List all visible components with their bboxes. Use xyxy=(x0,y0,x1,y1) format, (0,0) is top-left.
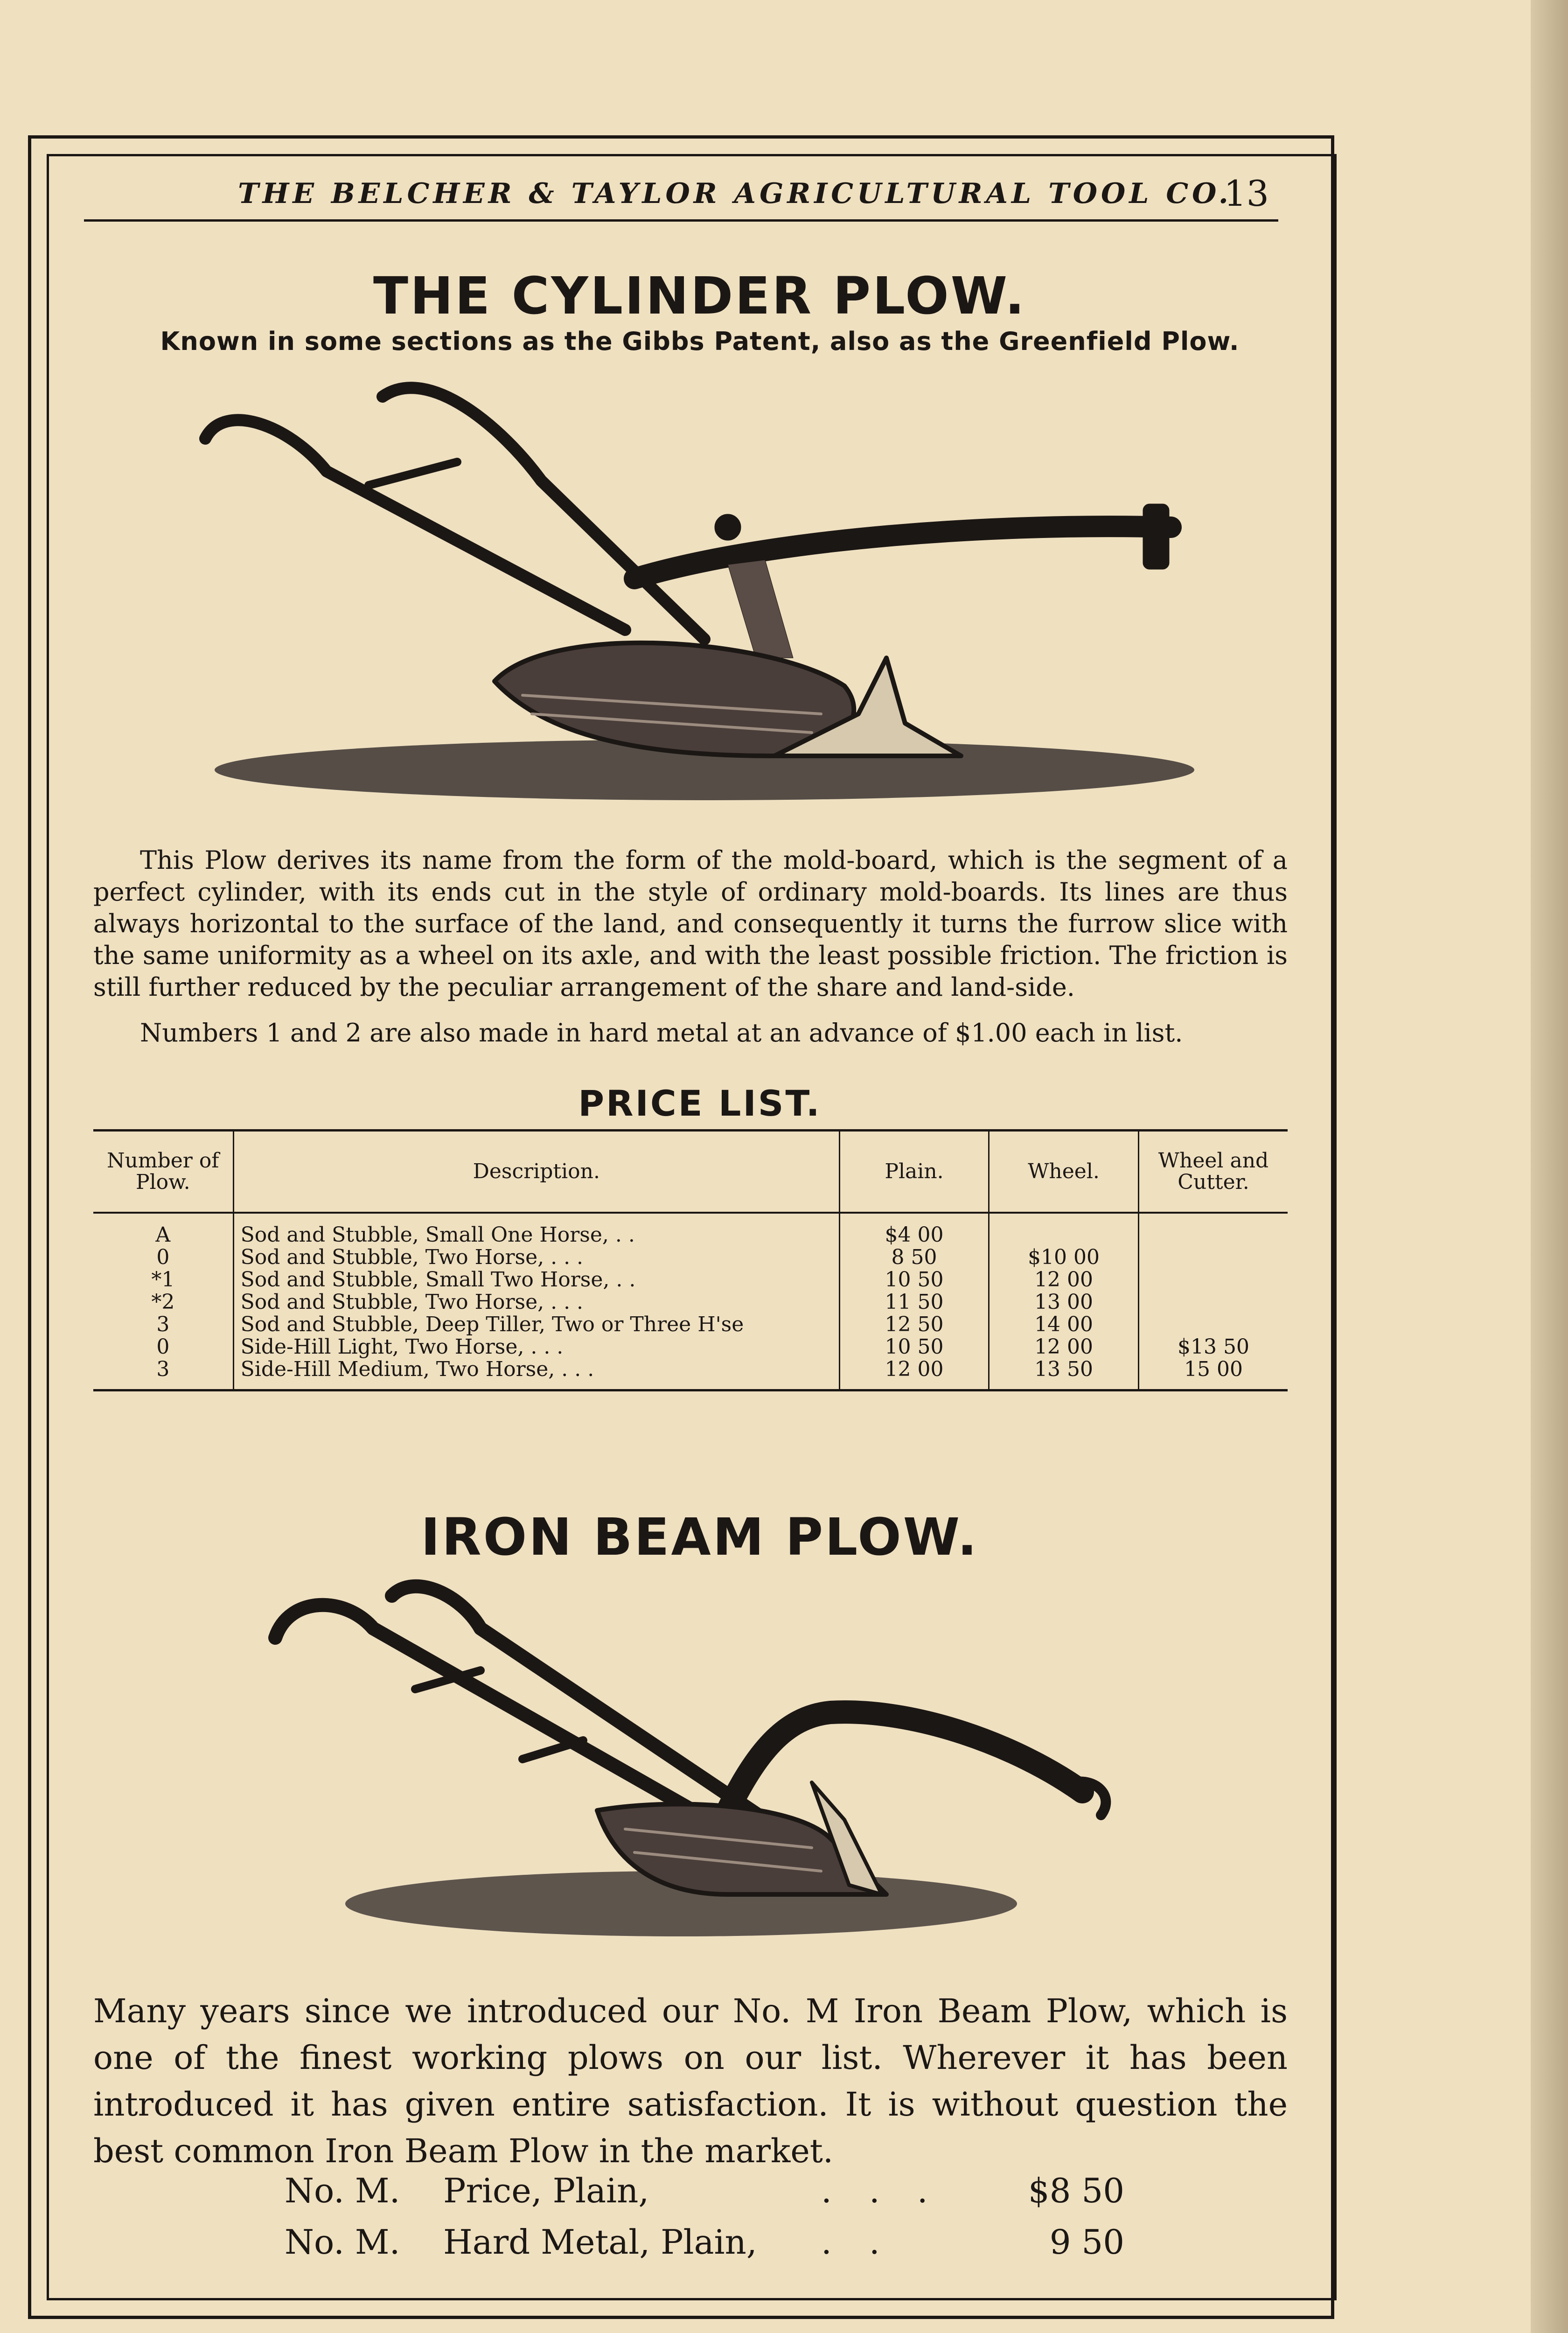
plow-description: Sod and Stubble, Small Two Horse, . . xyxy=(233,1269,839,1291)
plow-description: Side-Hill Light, Two Horse, . . . xyxy=(233,1336,839,1358)
plow-description: Sod and Stubble, Deep Tiller, Two or Three H'se xyxy=(233,1313,839,1336)
plow-description: Sod and Stubble, Small One Horse, . . xyxy=(233,1213,839,1246)
price-line-number: No. M. xyxy=(285,2222,400,2262)
wheel-price: 12 00 xyxy=(989,1336,1139,1358)
plow-number: 0 xyxy=(156,1335,170,1359)
cylinder-plow-title: THE CYLINDER PLOW. xyxy=(373,266,1026,326)
page-number: 13 xyxy=(1224,173,1269,214)
plow-number: 3 xyxy=(156,1357,170,1381)
cutter-price xyxy=(1139,1246,1288,1269)
table-row xyxy=(93,1269,1288,1291)
wheel-price xyxy=(989,1213,1139,1246)
iron-beam-plow-description: Many years since we introduced our No. M Iron Beam Plow, which is one of the finest working plows on our list. Wherever it has been introduced it has given entire satisfaction. It is without question the best common Iron Beam Plow in the market. xyxy=(93,1992,1288,2170)
plow-number: A xyxy=(155,1223,171,1247)
price-line xyxy=(285,2216,1124,2268)
plow-description: Sod and Stubble, Two Horse, . . . xyxy=(233,1291,839,1313)
cutter-price xyxy=(1139,1291,1288,1313)
iron-beam-prices xyxy=(285,2165,1124,2268)
plain-price: $4 00 xyxy=(839,1213,989,1246)
plow-number: *1 xyxy=(151,1268,175,1292)
table-header-row xyxy=(93,1131,1288,1213)
price-line-dots: ... xyxy=(821,2171,965,2210)
hard-metal-note: Numbers 1 and 2 are also made in hard metal at an advance of $1.00 each in list. xyxy=(140,1018,1183,1048)
cylinder-plow-illustration xyxy=(168,359,1194,826)
wheel-price: 12 00 xyxy=(989,1269,1139,1291)
header-number: Number of Plow. xyxy=(93,1131,233,1213)
wheel-price: 14 00 xyxy=(989,1313,1139,1336)
plain-price: 12 00 xyxy=(839,1358,989,1390)
header-description: Description. xyxy=(233,1131,839,1213)
cutter-price: 15 00 xyxy=(1139,1358,1288,1390)
price-line-number: No. M. xyxy=(285,2171,400,2210)
page-edge xyxy=(1531,0,1568,2333)
wheel-price: $10 00 xyxy=(989,1246,1139,1269)
header-wheel: Wheel. xyxy=(989,1131,1139,1213)
plow-number: *2 xyxy=(151,1290,175,1314)
header-wheel-and-cutter: Wheel and Cutter. xyxy=(1139,1131,1288,1213)
cutter-price xyxy=(1139,1269,1288,1291)
price-line-dots: .. xyxy=(821,2222,917,2262)
price-line xyxy=(285,2165,1124,2216)
iron-beam-plow-title: IRON BEAM PLOW. xyxy=(421,1507,979,1567)
plow-number: 3 xyxy=(156,1313,170,1336)
cylinder-plow-description: This Plow derives its name from the form of the mold-board, which is the segment of a perfect cylinder, with its ends cut in the style of ordinary mold-boards. Its lines are thus always horizontal to the surface of the land, and consequently it turns the furrow slice with the same uniformity as a wheel on its axle, and with the least possible friction. The friction is still further reduced by the peculiar arrangement of the share and land-side. xyxy=(93,845,1288,1002)
plow-number: 0 xyxy=(156,1245,170,1269)
price-table xyxy=(93,1129,1288,1391)
plain-price: 8 50 xyxy=(839,1246,989,1269)
header-plain: Plain. xyxy=(839,1131,989,1213)
cylinder-plow-subtitle: Known in some sections as the Gibbs Patent, also as the Greenfield Plow. xyxy=(160,327,1240,356)
cutter-price: $13 50 xyxy=(1139,1336,1288,1358)
running-head xyxy=(84,168,1278,222)
table-row xyxy=(93,1246,1288,1269)
table-row xyxy=(93,1291,1288,1313)
price-line-label: Price, Plain, xyxy=(443,2171,649,2210)
running-head-title: THE BELCHER & TAYLOR AGRICULTURAL TOOL CO. xyxy=(238,177,1232,210)
price-line-value: $8 50 xyxy=(1028,2171,1124,2210)
table-row xyxy=(93,1358,1288,1390)
table-row xyxy=(93,1213,1288,1246)
price-line-value: 9 50 xyxy=(1049,2222,1124,2262)
price-line-label: Hard Metal, Plain, xyxy=(443,2222,757,2262)
table-row xyxy=(93,1313,1288,1336)
iron-beam-plow-illustration xyxy=(261,1577,1129,1950)
plain-price: 11 50 xyxy=(839,1291,989,1313)
cutter-price xyxy=(1139,1213,1288,1246)
plain-price: 10 50 xyxy=(839,1269,989,1291)
plow-description: Sod and Stubble, Two Horse, . . . xyxy=(233,1246,839,1269)
price-list-title: PRICE LIST. xyxy=(578,1083,822,1124)
plow-description: Side-Hill Medium, Two Horse, . . . xyxy=(233,1358,839,1390)
cutter-price xyxy=(1139,1313,1288,1336)
plain-price: 12 50 xyxy=(839,1313,989,1336)
wheel-price: 13 00 xyxy=(989,1291,1139,1313)
wheel-price: 13 50 xyxy=(989,1358,1139,1390)
plain-price: 10 50 xyxy=(839,1336,989,1358)
table-row xyxy=(93,1336,1288,1358)
